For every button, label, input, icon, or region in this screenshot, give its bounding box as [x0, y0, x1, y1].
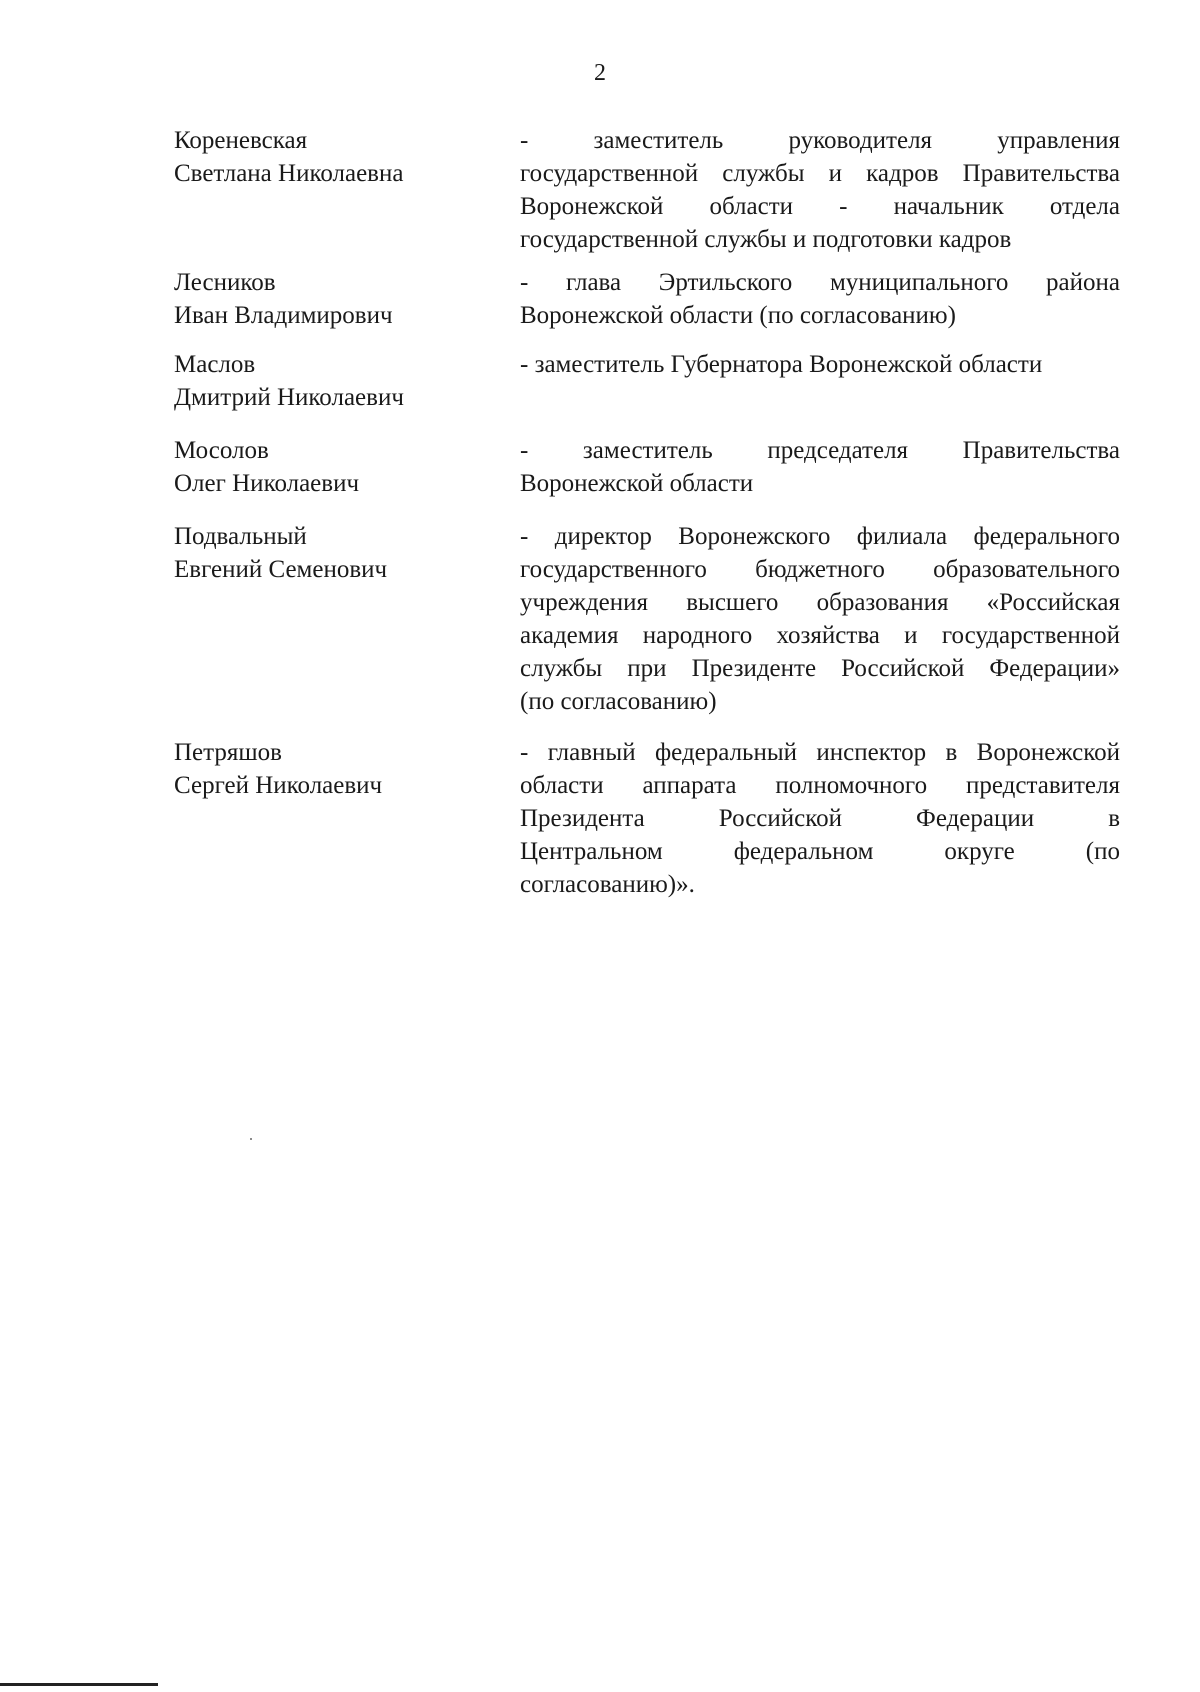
member-name	[174, 124, 520, 190]
member-role	[520, 124, 1120, 256]
member-entry	[174, 434, 1124, 520]
member-given-names: Дмитрий Николаевич	[174, 384, 404, 411]
member-surname: Подвальный	[174, 523, 307, 550]
member-given-names: Светлана Николаевна	[174, 160, 404, 187]
member-entry	[174, 520, 1124, 736]
member-name	[174, 434, 520, 500]
role-line: области аппарата полномочного представителя	[520, 772, 1120, 799]
member-surname: Маслов	[174, 351, 256, 378]
member-name	[174, 736, 520, 802]
role-line: - заместитель Губернатора Воронежской области	[520, 351, 1043, 378]
role-line: Воронежской области	[520, 470, 754, 497]
member-given-names: Сергей Николаевич	[174, 772, 383, 799]
scan-speck	[250, 1138, 252, 1140]
role-line: - заместитель руководителя управления	[520, 127, 1120, 154]
role-line: - директор Воронежского филиала федерального	[520, 523, 1120, 550]
role-line: Воронежской области (по согласованию)	[520, 302, 956, 329]
member-role	[520, 520, 1120, 718]
role-line: академия народного хозяйства и государственной	[520, 622, 1120, 649]
member-role	[520, 348, 1120, 381]
role-line: учреждения высшего образования «Российская	[520, 589, 1120, 616]
role-line: Президента Российской Федерации в	[520, 805, 1120, 832]
member-given-names: Иван Владимирович	[174, 302, 393, 329]
member-name	[174, 266, 520, 332]
member-name	[174, 520, 520, 586]
role-line: государственного бюджетного образовательного	[520, 556, 1120, 583]
member-given-names: Евгений Семенович	[174, 556, 388, 583]
role-line: - заместитель председателя Правительства	[520, 437, 1120, 464]
role-line: Воронежской области - начальник отдела	[520, 193, 1120, 220]
members-list	[174, 124, 1124, 906]
member-surname: Мосолов	[174, 437, 269, 464]
member-surname: Кореневская	[174, 127, 308, 154]
role-line: службы при Президенте Российской Федерации»	[520, 655, 1120, 682]
role-line: Центральном федеральном округе (по	[520, 838, 1120, 865]
footer-rule	[0, 1683, 158, 1686]
member-entry	[174, 348, 1124, 434]
member-entry	[174, 124, 1124, 266]
member-given-names: Олег Николаевич	[174, 470, 360, 497]
member-entry	[174, 266, 1124, 348]
role-line: - глава Эртильского муниципального района	[520, 269, 1120, 296]
member-role	[520, 434, 1120, 500]
role-line: (по согласованию)	[520, 688, 717, 715]
member-entry	[174, 736, 1124, 906]
member-name	[174, 348, 520, 414]
role-line: государственной службы и кадров Правительства	[520, 160, 1120, 187]
role-line: согласованию)».	[520, 871, 695, 898]
member-role	[520, 736, 1120, 901]
role-line: - главный федеральный инспектор в Воронежской	[520, 739, 1120, 766]
role-line: государственной службы и подготовки кадров	[520, 226, 1012, 253]
member-role	[520, 266, 1120, 332]
member-surname: Лесников	[174, 269, 276, 296]
member-surname: Петряшов	[174, 739, 282, 766]
page-number: 2	[594, 60, 606, 86]
